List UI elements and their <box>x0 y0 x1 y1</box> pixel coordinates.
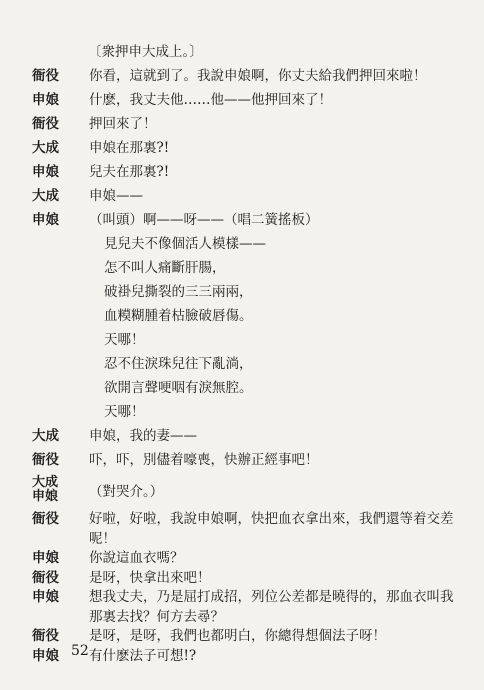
speaker: 申娘 <box>32 550 59 566</box>
speech: 申娘，我的妻—— <box>89 428 197 444</box>
verse-line: 天哪！ <box>104 404 145 420</box>
speech: 申娘—— <box>89 188 143 204</box>
verse-line: 欲開言聲哽咽有淚無腔。 <box>104 380 253 396</box>
speech: 好啦，好啦，我說申娘啊，快把血衣拿出來，我們還等着交差 <box>89 511 454 527</box>
speaker: 衙役 <box>32 116 59 132</box>
speech: 申娘在那裏?! <box>89 140 170 156</box>
verse-line: 血糢糊腫着枯臉破唇傷。 <box>104 308 253 324</box>
stage-direction: （對哭介。） <box>89 484 164 500</box>
speaker: 大成 <box>32 140 59 156</box>
speech: 你說這血衣嗎？ <box>89 550 184 566</box>
speaker: 申娘 <box>32 164 59 180</box>
speaker: 申娘 <box>32 648 59 664</box>
speech: 想我丈夫，乃是屈打成招，列位公差都是曉得的，那血衣叫我 <box>89 589 454 605</box>
speaker: 大成 <box>32 428 59 444</box>
speech: 吓，吓，別儘着嚎喪，快辦正經事吧！ <box>89 452 319 468</box>
verse-line: 見兒夫不像個活人模樣—— <box>104 236 266 252</box>
speaker: 衙役 <box>32 511 59 527</box>
speech: 什麽，我丈夫他……他——他押回來了！ <box>89 92 332 108</box>
verse-line: 破褂兒撕裂的三三兩兩， <box>104 284 253 300</box>
verse-line: 怎不叫人痛斷肝腸， <box>104 260 226 276</box>
speech: 呢！ <box>89 531 116 547</box>
page-number: 52 <box>71 643 89 659</box>
speech: 有什麽法子可想!? <box>89 648 197 664</box>
speaker: 衙役 <box>32 570 59 586</box>
speaker: 申娘 <box>32 489 59 504</box>
speaker: 衙役 <box>32 628 59 644</box>
verse-line: 天哪！ <box>104 332 145 348</box>
stage-direction: 〔衆押申大成上。〕 <box>88 44 203 60</box>
verse-line: 忍不住淚珠兒往下亂淌， <box>104 356 253 372</box>
speaker: 大成 <box>32 475 59 490</box>
speaker: 申娘 <box>32 589 59 605</box>
speaker: 大成 <box>32 188 59 204</box>
speech: 是呀，快拿出來吧！ <box>89 570 211 586</box>
speech: 是呀，是呀，我們也都明白，你總得想個法子呀！ <box>89 628 386 644</box>
speech: （叫頭）啊——呀——（唱二簧搖板） <box>89 212 319 228</box>
speaker: 衙役 <box>32 452 59 468</box>
speech: 兒夫在那裏?! <box>89 164 170 180</box>
speaker: 衙役 <box>32 68 59 84</box>
speaker: 申娘 <box>32 212 59 228</box>
speech: 押回來了！ <box>89 116 157 132</box>
speaker: 申娘 <box>32 92 59 108</box>
speech: 你看，這就到了。我說申娘啊，你丈夫給我們押回來啦！ <box>89 68 427 84</box>
speech: 那裏去找？何方去尋？ <box>89 609 224 625</box>
